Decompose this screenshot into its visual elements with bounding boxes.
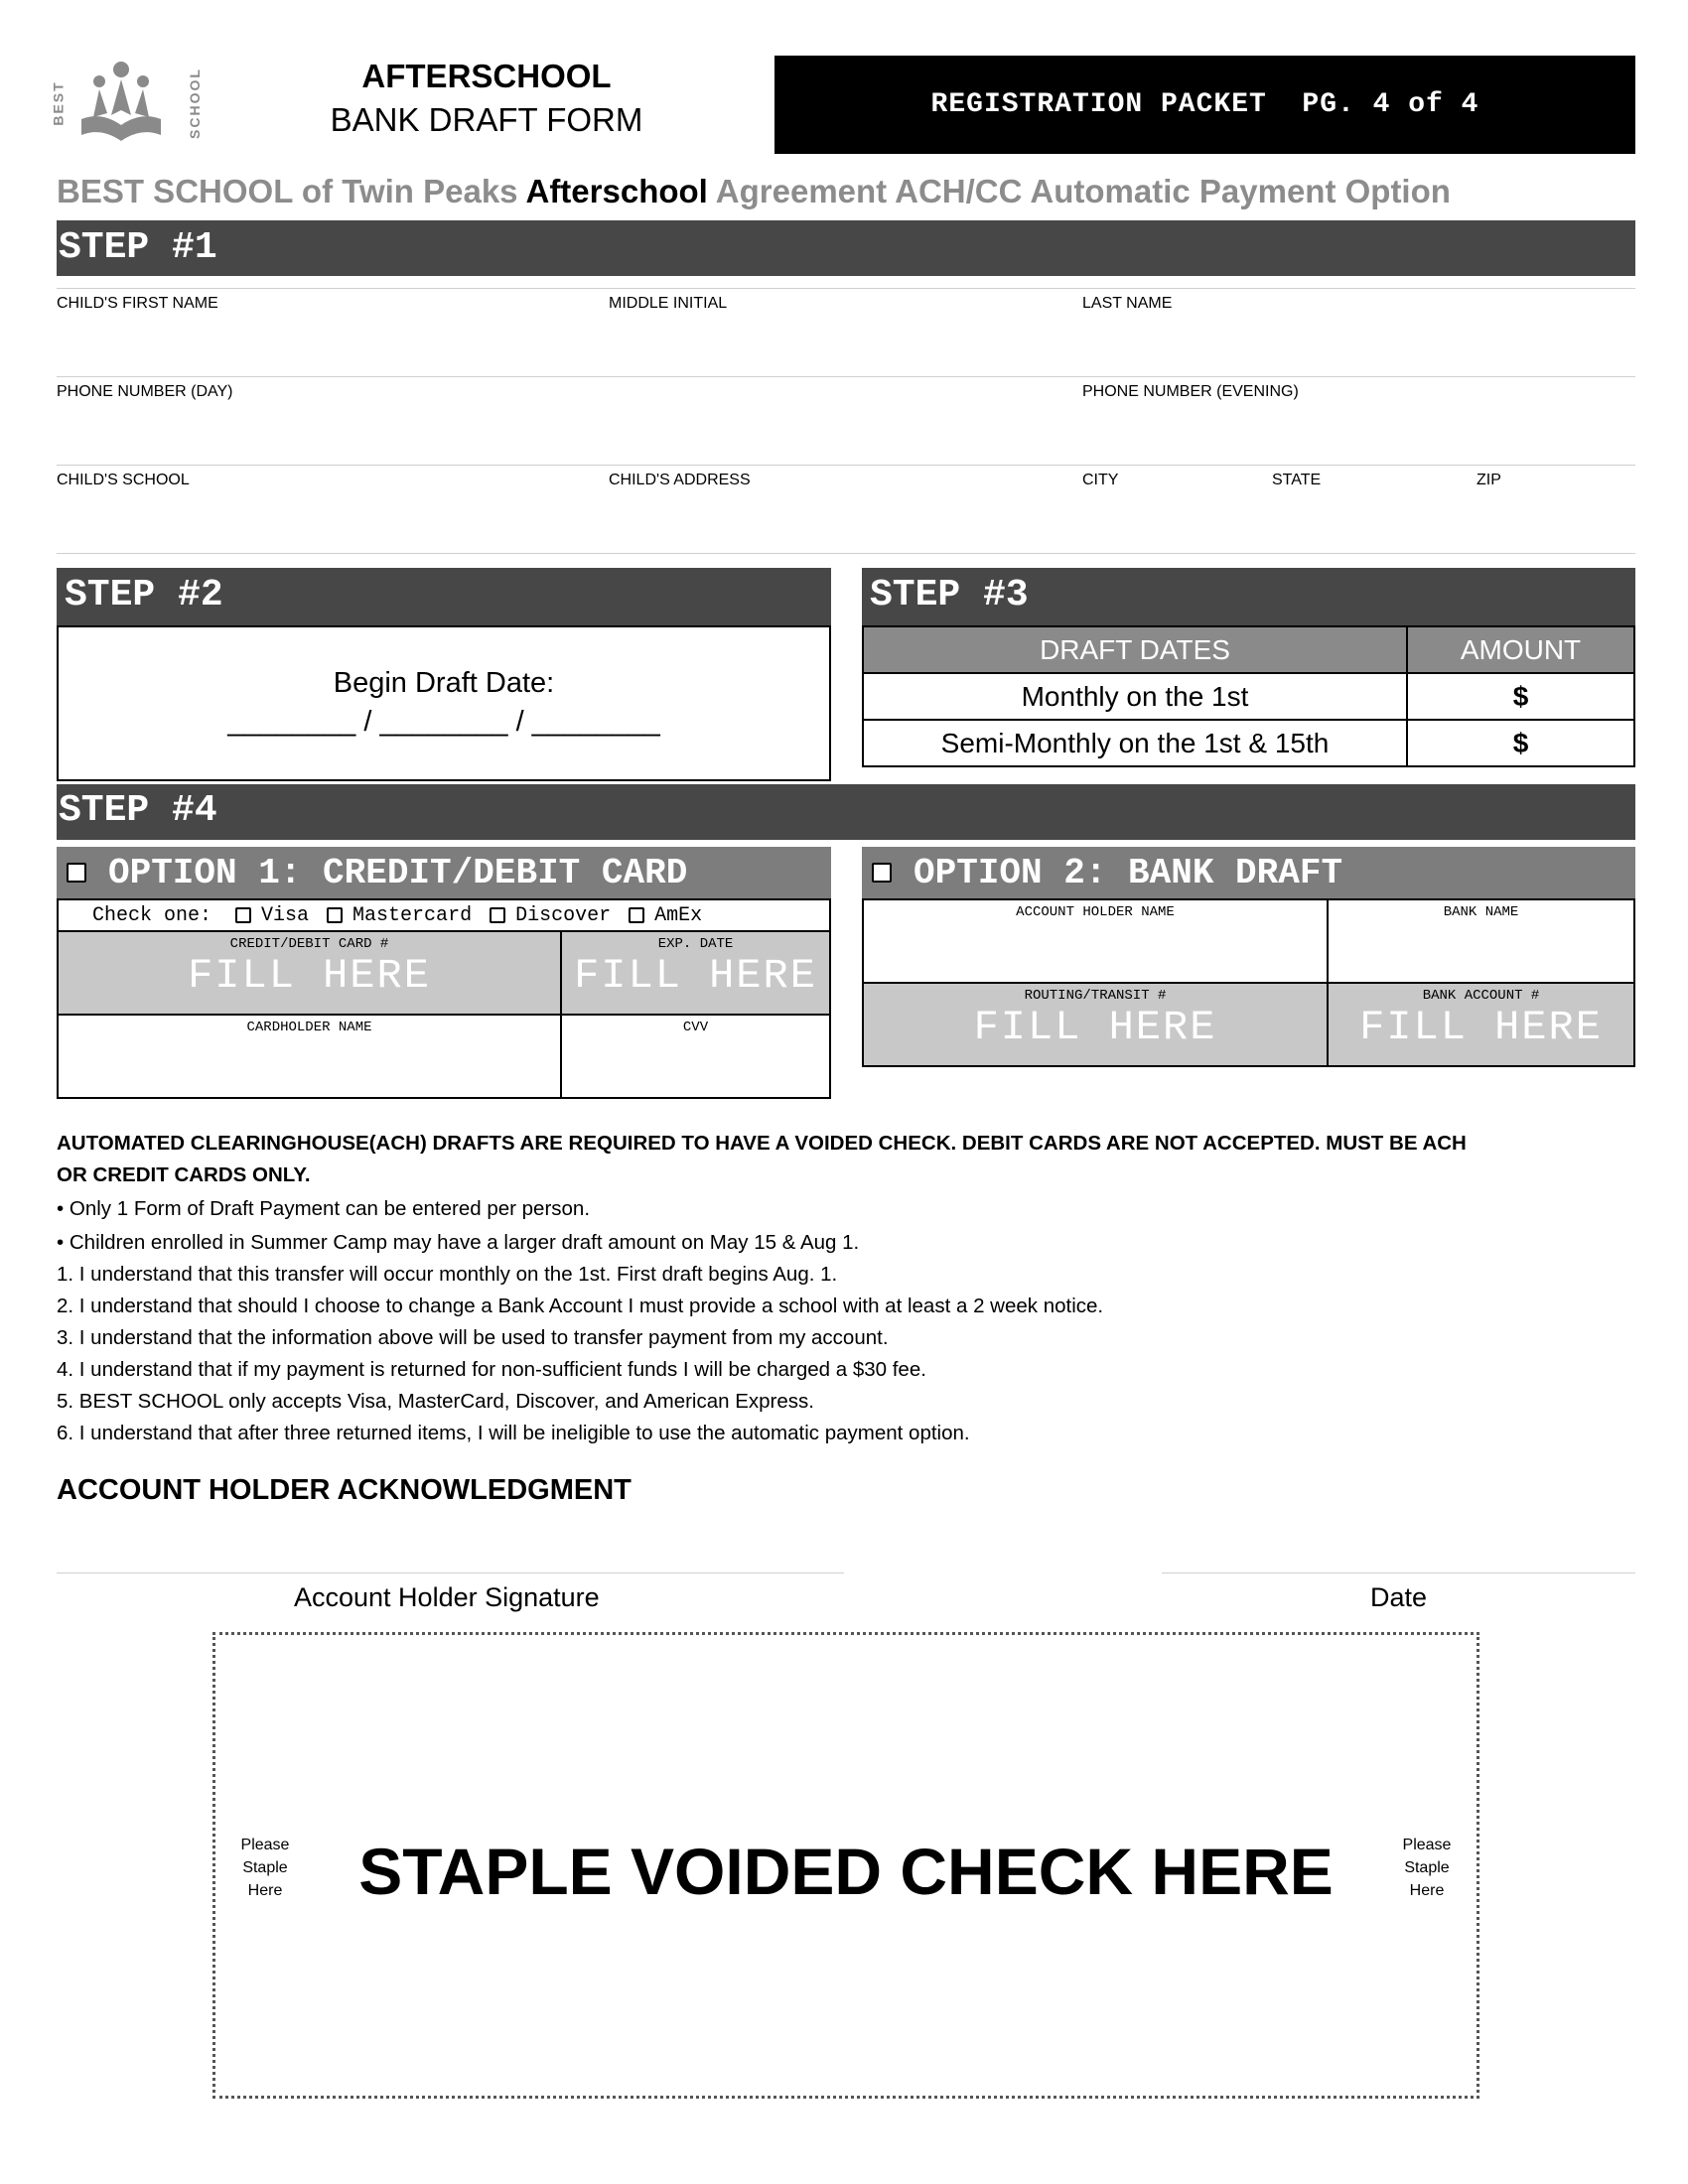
terms-item: 3. I understand that the information above will be used to transfer payment from my account. [57, 1326, 889, 1349]
discover-label: Discover [515, 903, 612, 927]
step1-row1-top-rule [57, 288, 1635, 289]
amount-col-header: AMOUNT [1407, 626, 1634, 673]
option1-checkbox[interactable] [67, 863, 86, 883]
option2-checkbox[interactable] [872, 863, 892, 883]
routing-label: ROUTING/TRANSIT # [1024, 988, 1167, 1004]
subtitle-afterschool: Afterschool [525, 173, 708, 209]
cardholder-name-cell[interactable] [58, 1015, 561, 1098]
logo-emblem-icon [71, 56, 171, 155]
terms-item: 6. I understand that after three returned items, I will be ineligible to use the automatic payment option. [57, 1422, 970, 1444]
phone-day-label: PHONE NUMBER (DAY) [57, 383, 233, 400]
first-name-label: CHILD'S FIRST NAME [57, 295, 218, 312]
step2-title: STEP #2 [65, 574, 223, 616]
form-title-line1: AFTERSCHOOL [361, 58, 612, 94]
state-label: STATE [1272, 472, 1322, 488]
zip-label: ZIP [1477, 472, 1501, 488]
amex-checkbox[interactable] [629, 907, 644, 923]
bank-account-cell[interactable] [1328, 983, 1634, 1066]
signature-line [57, 1572, 844, 1573]
staple-check-title: STAPLE VOIDED CHECK HERE [358, 1835, 1334, 1908]
step1-header [57, 220, 1635, 276]
state-field[interactable] [1272, 492, 1461, 550]
staple-note-right [1399, 1834, 1455, 1902]
visa-checkbox[interactable] [235, 907, 251, 923]
option1-header [57, 847, 831, 898]
amount-monthly-field[interactable]: $ [1407, 673, 1634, 720]
draft-date-monthly: Monthly on the 1st [863, 673, 1407, 720]
draft-row-semimonthly [863, 720, 1634, 766]
bank-name-cell[interactable] [1328, 899, 1634, 983]
exp-date-fill: FILL HERE [574, 952, 817, 1000]
card-number-label: CREDIT/DEBIT CARD # [229, 936, 389, 952]
draft-dates-col-header: DRAFT DATES [863, 626, 1407, 673]
city-field[interactable] [1082, 492, 1261, 550]
account-holder-cell[interactable] [863, 899, 1328, 983]
draft-dates-header-row [863, 626, 1634, 673]
begin-draft-label: Begin Draft Date: [333, 667, 555, 699]
step1-title: STEP #1 [59, 226, 217, 269]
acknowledgment-title: ACCOUNT HOLDER ACKNOWLEDGMENT [57, 1474, 632, 1506]
last-name-field[interactable] [1082, 316, 1635, 373]
ach-notice-line1: AUTOMATED CLEARINGHOUSE(ACH) DRAFTS ARE REQUIRED TO HAVE A VOIDED CHECK. DEBIT CARDS ARE NOT ACCEPTED. MUST BE ACH [57, 1132, 1467, 1155]
last-name-label: LAST NAME [1082, 295, 1173, 312]
packet-label: REGISTRATION PACKET PG. 4 of 4 [930, 89, 1479, 120]
middle-initial-field[interactable] [609, 316, 1065, 373]
option2-header [862, 847, 1635, 898]
logo-text-best: BEST [50, 80, 67, 126]
packet-banner [774, 56, 1635, 154]
cardholder-name-label: CARDHOLDER NAME [246, 1020, 372, 1035]
terms-item: 2. I understand that should I choose to change a Bank Account I must provide a school with at least a 2 week notice. [57, 1295, 1104, 1317]
amex-label: AmEx [654, 903, 703, 927]
zip-field[interactable] [1477, 492, 1635, 550]
terms-item: 4. I understand that if my payment is returned for non-sufficient funds I will be charged a $30 fee. [57, 1358, 926, 1381]
terms-item: 1. I understand that this transfer will occur monthly on the 1st. First draft begins Aug. 1. [57, 1263, 838, 1286]
step2-box [57, 625, 831, 781]
staple-note-text: Staple [1404, 1859, 1450, 1876]
mastercard-label: Mastercard [352, 903, 473, 927]
city-label: CITY [1082, 472, 1119, 488]
date-label: Date [1370, 1582, 1428, 1612]
terms-bullet: • Children enrolled in Summer Camp may have a larger draft amount on May 15 & Aug 1. [57, 1231, 860, 1254]
draft-row-monthly [863, 673, 1634, 720]
bank-account-label: BANK ACCOUNT # [1422, 988, 1540, 1004]
card-number-cell[interactable] [58, 931, 561, 1015]
step1-row2-top-rule [57, 376, 1635, 377]
signature-label: Account Holder Signature [294, 1582, 600, 1612]
option1-title: OPTION 1: CREDIT/DEBIT CARD [108, 853, 688, 893]
cvv-label: CVV [682, 1020, 709, 1035]
step4-header [57, 784, 1635, 840]
draft-dates-table [862, 625, 1635, 767]
cvv-cell[interactable] [561, 1015, 830, 1098]
staple-note-text: Here [247, 1882, 283, 1899]
ach-notice-line2: OR CREDIT CARDS ONLY. [57, 1163, 311, 1186]
logo-text-school: SCHOOL [186, 68, 203, 139]
terms-bullet: • Only 1 Form of Draft Payment can be entered per person. [57, 1197, 591, 1220]
date-field[interactable] [1162, 1529, 1635, 1572]
school-field[interactable] [57, 492, 593, 550]
first-name-field[interactable] [57, 316, 593, 373]
terms-section [57, 1128, 1645, 1449]
bank-name-label: BANK NAME [1443, 904, 1519, 920]
school-label: CHILD'S SCHOOL [57, 472, 190, 488]
subtitle-school: BEST SCHOOL of Twin Peaks [57, 173, 526, 209]
exp-date-cell[interactable] [561, 931, 830, 1015]
phone-evening-label: PHONE NUMBER (EVENING) [1082, 383, 1299, 400]
page-subtitle [57, 173, 1451, 210]
staple-note-text: Please [1402, 1837, 1452, 1853]
step3-title: STEP #3 [870, 574, 1029, 616]
step3-header [862, 568, 1635, 625]
account-holder-label: ACCOUNT HOLDER NAME [1016, 904, 1175, 920]
step2-header [57, 568, 831, 625]
middle-initial-label: MIDDLE INITIAL [609, 295, 728, 312]
phone-evening-field[interactable] [1082, 404, 1635, 462]
form-title-line2: BANK DRAFT FORM [330, 101, 643, 138]
routing-cell[interactable] [863, 983, 1328, 1066]
form-title [298, 58, 675, 139]
staple-note-text: Staple [242, 1859, 288, 1876]
draft-date-semimonthly: Semi-Monthly on the 1st & 15th [863, 720, 1407, 766]
card-type-row [57, 898, 831, 930]
phone-day-field[interactable] [57, 404, 1059, 462]
visa-label: Visa [261, 903, 310, 927]
bank-account-fill: FILL HERE [1359, 1004, 1603, 1051]
step1-bottom-rule [57, 553, 1635, 554]
routing-fill: FILL HERE [973, 1004, 1217, 1051]
card-details-table [57, 930, 831, 1099]
bank-details-table [862, 898, 1635, 1067]
date-line [1162, 1572, 1635, 1573]
discover-checkbox[interactable] [490, 907, 505, 923]
step1-row3-top-rule [57, 465, 1635, 466]
signature-field[interactable] [57, 1529, 844, 1572]
amount-semimonthly-field[interactable]: $ [1407, 720, 1634, 766]
card-number-fill: FILL HERE [188, 952, 431, 1000]
school-logo [48, 56, 203, 155]
check-one-label: Check one: [92, 903, 212, 927]
begin-draft-date-field[interactable]: ________ / ________ / ________ [227, 706, 660, 738]
subtitle-agreement: Agreement ACH/CC Automatic Payment Option [707, 173, 1451, 209]
staple-note-text: Please [240, 1837, 290, 1853]
staple-note-text: Here [1409, 1882, 1445, 1899]
exp-date-label: EXP. DATE [657, 936, 734, 952]
staple-area [212, 1632, 1479, 2099]
step4-title: STEP #4 [59, 789, 217, 832]
terms-item: 5. BEST SCHOOL only accepts Visa, MasterCard, Discover, and American Express. [57, 1390, 814, 1413]
address-label: CHILD'S ADDRESS [609, 472, 751, 488]
option2-title: OPTION 2: BANK DRAFT [914, 853, 1343, 893]
mastercard-checkbox[interactable] [327, 907, 343, 923]
address-field[interactable] [609, 492, 1065, 550]
